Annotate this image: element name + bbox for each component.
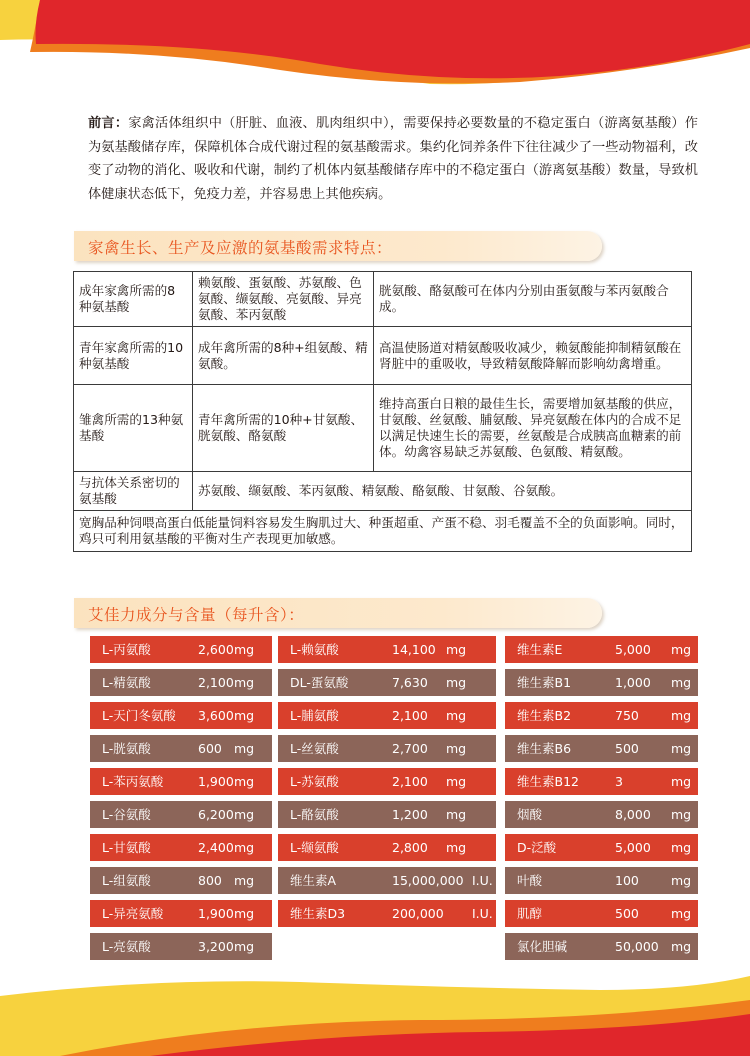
ingredient-amount: 1,900 — [198, 774, 234, 789]
ingredient-name: L-天门冬氨酸 — [102, 708, 176, 723]
ingredient-row — [278, 702, 496, 729]
category-cell: 雏禽所需的13种氨基酸 — [74, 385, 193, 472]
category-cell: 青年家禽所需的10种氨基酸 — [74, 327, 193, 385]
ingredient-unit: mg — [446, 807, 467, 822]
ingredient-unit: mg — [234, 675, 255, 690]
ingredient-unit: mg — [671, 840, 692, 855]
ingredient-amount: 1,900 — [198, 906, 234, 921]
ingredient-unit: mg — [671, 939, 692, 954]
ingredient-row — [278, 669, 496, 696]
ingredient-row — [90, 867, 272, 894]
ingredient-amount: 15,000,000 — [392, 873, 464, 888]
ingredient-unit: mg — [671, 675, 692, 690]
ingredient-amount: 5,000 — [615, 642, 651, 657]
ingredient-amount: 800 — [198, 873, 222, 888]
antibody-list-cell: 苏氨酸、缬氨酸、苯丙氨酸、精氨酸、酪氨酸、甘氨酸、谷氨酸。 — [193, 472, 692, 511]
notes-cell: 维持高蛋白日粮的最佳生长，需要增加氨基酸的供应，甘氨酸、丝氨酸、脯氨酸、异亮氨酸在体内的合成不足以满足快速生长的需要，丝氨酸是合成胰高血糖素的前体。幼禽容易缺乏苏氨酸、色氨酸、精氨酸。 — [374, 385, 692, 472]
ingredient-row — [505, 801, 698, 828]
antibody-label-cell: 与抗体关系密切的氨基酸 — [74, 472, 193, 511]
ingredient-row — [505, 735, 698, 762]
ingredient-row — [505, 669, 698, 696]
ingredient-name: 维生素B12 — [517, 774, 579, 789]
ingredient-row — [90, 900, 272, 927]
ingredient-name: 维生素B6 — [517, 741, 572, 756]
table-row — [74, 385, 692, 472]
ingredient-row — [90, 735, 272, 762]
intro-paragraph — [88, 112, 698, 206]
footnote-cell: 宽胸品种饲喂高蛋白低能量饲料容易发生胸肌过大、种蛋超重、产蛋不稳、羽毛覆盖不全的负面影响。同时，鸡只可利用氨基酸的平衡对生产表现更加敏感。 — [74, 511, 692, 552]
ingredient-name: L-丝氨酸 — [290, 741, 339, 756]
ingredient-row — [278, 768, 496, 795]
ingredient-unit: mg — [446, 708, 467, 723]
ingredient-row — [90, 933, 272, 960]
requirements-table — [73, 271, 692, 552]
ingredient-row — [278, 801, 496, 828]
ingredient-unit: mg — [234, 906, 255, 921]
section-title-requirements: 家禽生长、生产及应激的氨基酸需求特点： — [88, 239, 393, 257]
table-row — [74, 511, 692, 552]
ingredient-amount: 750 — [615, 708, 639, 723]
ingredient-unit: mg — [671, 906, 692, 921]
section-heading-ingredients — [74, 598, 602, 628]
ingredient-name: L-苯丙氨酸 — [102, 774, 164, 789]
ingredient-name: 烟酸 — [517, 807, 543, 822]
ingredient-unit: mg — [234, 807, 255, 822]
ingredient-row — [505, 867, 698, 894]
ingredient-amount: 100 — [615, 873, 639, 888]
ingredient-unit: mg — [446, 840, 467, 855]
ingredient-row — [505, 768, 698, 795]
ingredient-row — [90, 801, 272, 828]
ingredient-name: 维生素B1 — [517, 675, 572, 690]
ingredient-amount: 1,000 — [615, 675, 651, 690]
ingredient-name: L-苏氨酸 — [290, 774, 339, 789]
ingredient-unit: I.U. — [472, 906, 493, 921]
ingredient-row — [90, 834, 272, 861]
ingredient-amount: 2,700 — [392, 741, 428, 756]
ingredient-unit: mg — [671, 741, 692, 756]
ingredient-amount: 2,600 — [198, 642, 234, 657]
ingredient-row — [90, 636, 272, 663]
ingredient-row — [278, 735, 496, 762]
ingredient-amount: 200,000 — [392, 906, 444, 921]
notes-cell: 高温使肠道对精氨酸吸收减少，赖氨酸能抑制精氨酸在肾脏中的重吸收，导致精氨酸降解而影响幼禽增重。 — [374, 327, 692, 385]
ingredient-unit: mg — [234, 741, 255, 756]
ingredient-row — [90, 669, 272, 696]
ingredient-unit: mg — [671, 642, 692, 657]
ingredient-name: L-组氨酸 — [102, 873, 151, 888]
ingredient-amount: 2,800 — [392, 840, 428, 855]
ingredient-row — [505, 636, 698, 663]
ingredient-name: L-脯氨酸 — [290, 708, 339, 723]
ingredient-name: 维生素B2 — [517, 708, 572, 723]
ingredient-amount: 500 — [615, 906, 639, 921]
ingredient-amount: 3,600 — [198, 708, 234, 723]
ingredient-amount: 50,000 — [615, 939, 659, 954]
ingredient-amount: 2,100 — [392, 708, 428, 723]
intro-lead: 前言： — [88, 116, 129, 131]
ingredient-amount: 6,200 — [198, 807, 234, 822]
ingredient-name: L-甘氨酸 — [102, 840, 151, 855]
ingredient-unit: mg — [234, 774, 255, 789]
intro-text: 家禽活体组织中（肝脏、血液、肌肉组织中），需要保持必要数量的不稳定蛋白（游离氨基酸）作为氨基酸储存库，保障机体合成代谢过程的氨基酸需求。集约化饲养条件下往往减少了一些动物福利，改变了动物的消化、吸收和代谢，制约了机体内氨基酸储存库中的不稳定蛋白（游离氨基酸）数量，导致机体健康状态低下，免疫力差，并容易患上其他疾病。 — [88, 116, 698, 202]
ingredient-amount: 500 — [615, 741, 639, 756]
ingredient-unit: I.U. — [472, 873, 493, 888]
ingredient-name: L-缬氨酸 — [290, 840, 339, 855]
ingredient-name: L-胱氨酸 — [102, 741, 151, 756]
ingredient-unit: mg — [671, 807, 692, 822]
ingredient-name: L-亮氨酸 — [102, 939, 151, 954]
ingredient-row — [505, 900, 698, 927]
ingredient-row — [505, 933, 698, 960]
table-row — [74, 327, 692, 385]
ingredients-grid — [90, 636, 698, 964]
bottom-wave-orange — [60, 1000, 750, 1056]
ingredient-name: 氯化胆碱 — [517, 939, 568, 954]
section-heading-requirements — [74, 231, 602, 261]
ingredient-amount: 2,400 — [198, 840, 234, 855]
ingredient-name: L-丙氨酸 — [102, 642, 151, 657]
ingredient-name: 维生素E — [517, 642, 563, 657]
ingredient-row — [505, 702, 698, 729]
ingredient-amount: 14,100 — [392, 642, 436, 657]
ingredient-name: D-泛酸 — [517, 840, 557, 855]
ingredient-row — [90, 768, 272, 795]
ingredient-name: L-谷氨酸 — [102, 807, 151, 822]
ingredient-unit: mg — [234, 873, 255, 888]
table-row — [74, 472, 692, 511]
ingredient-unit: mg — [234, 840, 255, 855]
ingredient-unit: mg — [671, 708, 692, 723]
ingredient-amount: 8,000 — [615, 807, 651, 822]
ingredient-unit: mg — [446, 741, 467, 756]
ingredient-row — [278, 867, 496, 894]
ingredient-amount: 3 — [615, 774, 623, 789]
ingredient-unit: mg — [671, 873, 692, 888]
ingredient-name: 维生素A — [290, 873, 337, 888]
ingredient-name: 肌醇 — [517, 906, 543, 921]
amino-acids-cell: 成年禽所需的8种+组氨酸、精氨酸。 — [193, 327, 374, 385]
ingredient-amount: 600 — [198, 741, 222, 756]
ingredient-row — [278, 636, 496, 663]
ingredient-unit: mg — [446, 675, 467, 690]
ingredient-unit: mg — [446, 642, 467, 657]
ingredient-unit: mg — [234, 708, 255, 723]
amino-acids-cell: 青年禽所需的10种+甘氨酸、胱氨酸、酪氨酸 — [193, 385, 374, 472]
ingredient-name: L-精氨酸 — [102, 675, 151, 690]
notes-cell: 胱氨酸、酪氨酸可在体内分别由蛋氨酸与苯丙氨酸合成。 — [374, 272, 692, 327]
ingredient-name: 维生素D3 — [290, 906, 346, 921]
ingredient-unit: mg — [234, 939, 255, 954]
ingredient-name: L-异亮氨酸 — [102, 906, 164, 921]
table-row — [74, 272, 692, 327]
section-title-ingredients: 艾佳力成分与含量（每升含）： — [88, 606, 305, 624]
ingredient-amount: 2,100 — [198, 675, 234, 690]
ingredient-row — [505, 834, 698, 861]
ingredient-row — [278, 900, 496, 927]
ingredient-row — [278, 834, 496, 861]
ingredient-unit: mg — [671, 774, 692, 789]
ingredient-name: DL-蛋氨酸 — [290, 675, 349, 690]
amino-acids-cell: 赖氨酸、蛋氨酸、苏氨酸、色氨酸、缬氨酸、亮氨酸、异亮氨酸、苯丙氨酸 — [193, 272, 374, 327]
bottom-wave-yellow — [0, 976, 750, 1056]
ingredient-amount: 1,200 — [392, 807, 428, 822]
ingredient-unit: mg — [234, 642, 255, 657]
ingredient-name: L-赖氨酸 — [290, 642, 339, 657]
ingredient-amount: 7,630 — [392, 675, 428, 690]
top-wave-decoration — [0, 0, 750, 110]
ingredient-amount: 5,000 — [615, 840, 651, 855]
ingredient-name: L-酪氨酸 — [290, 807, 339, 822]
category-cell: 成年家禽所需的8种氨基酸 — [74, 272, 193, 327]
ingredient-name: 叶酸 — [517, 873, 543, 888]
ingredient-unit: mg — [446, 774, 467, 789]
ingredient-amount: 3,200 — [198, 939, 234, 954]
ingredient-row — [90, 702, 272, 729]
bottom-wave-red — [150, 1014, 750, 1056]
ingredient-amount: 2,100 — [392, 774, 428, 789]
